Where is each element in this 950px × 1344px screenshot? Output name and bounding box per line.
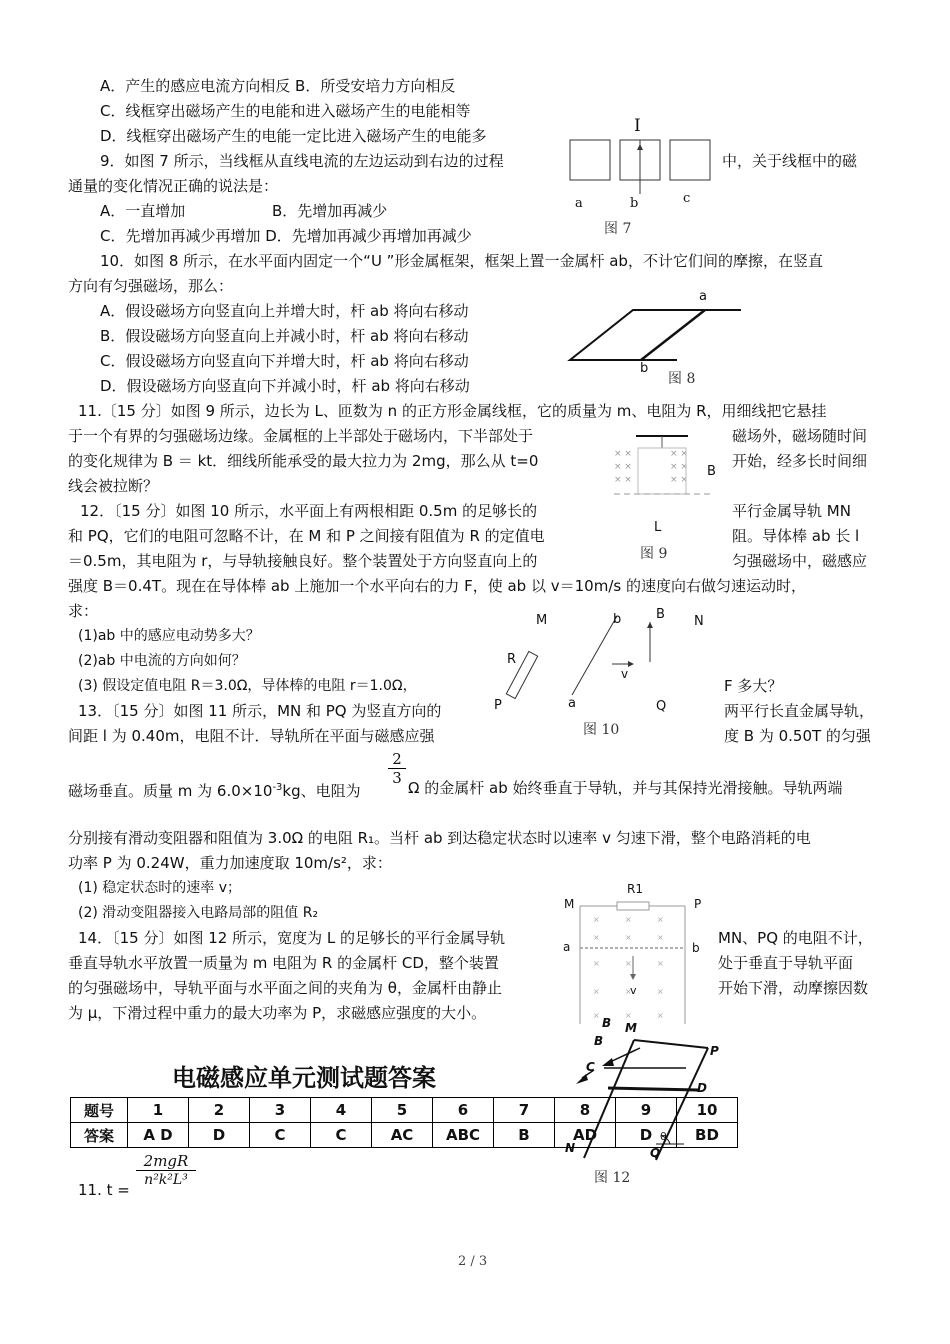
question-number-cell: 7 xyxy=(494,1098,555,1123)
question-12-text: 和 PQ，它们的电阻可忽略不计，在 M 和 P 之间接有阻值为 R 的定值电 xyxy=(68,527,545,545)
answer-section-title: 电磁感应单元测试题答案 xyxy=(172,1064,436,1092)
field-arrow-icon xyxy=(647,622,653,628)
fig9-label-B: B xyxy=(707,464,716,479)
answer-cell: C xyxy=(250,1123,311,1148)
loop-c xyxy=(670,140,710,180)
figure-8-diagram xyxy=(565,300,750,370)
answer-cell: D xyxy=(189,1123,250,1148)
svg-text:×: × xyxy=(593,959,600,968)
fig12-label-theta: θ xyxy=(660,1130,667,1143)
svg-text:×: × xyxy=(593,987,600,996)
question-number-cell: 10 xyxy=(677,1098,738,1123)
field-arrow-icon xyxy=(602,1058,614,1066)
question-number-cell: 4 xyxy=(311,1098,372,1123)
fig7-label-b: b xyxy=(630,196,639,211)
question-14-text: 14．〔15 分〕如图 12 所示，宽度为 L 的足够长的平行金属导轨 xyxy=(78,929,505,947)
fig10-label-b: b xyxy=(613,612,622,627)
sub-question: (3) 假设定值电阻 R＝3.0Ω，导体棒的电阻 r＝1.0Ω， xyxy=(78,678,417,694)
svg-text:×: × xyxy=(657,987,664,996)
figure-10-diagram xyxy=(500,600,720,710)
question-number-cell: 6 xyxy=(433,1098,494,1123)
answer-table xyxy=(70,1097,738,1148)
current-arrow-icon xyxy=(637,144,643,150)
figure-8-caption: 图 8 xyxy=(668,371,696,387)
svg-text:×: × xyxy=(657,933,664,942)
svg-text:× ×: × × xyxy=(670,462,688,472)
question-number-cell: 2 xyxy=(189,1098,250,1123)
question-13-text: 间距 l 为 0.40m，电阻不计．导轨所在平面与磁感应强 xyxy=(68,727,435,745)
fig12-label-B-top: B xyxy=(602,1016,612,1030)
answer-cell: D xyxy=(616,1123,677,1148)
conductor-rod-ab xyxy=(572,616,617,695)
question-14-text: 为 μ，下滑过程中重力的最大功率为 P，求磁感应强度的大小。 xyxy=(68,1004,487,1022)
fig7-label-a: a xyxy=(575,196,583,211)
question-13-text: 分别接有滑动变阻器和阻值为 3.0Ω 的电阻 R₁。当杆 ab 到达稳定状态时以速率 v 匀速下滑，整个电路消耗的电 xyxy=(68,829,811,847)
option-line: C．先增加再减少再增加 D．先增加再减少再增加再减少 xyxy=(100,227,472,245)
question-14-text: 的匀强磁场中，导轨平面与水平面之间的夹角为 θ，金属杆由静止 xyxy=(68,979,502,997)
question-14-text: 开始下滑，动摩擦因数 xyxy=(718,979,869,997)
sub-question: (1)ab 中的感应电动势多大？ xyxy=(78,628,260,644)
option-line: A．产生的感应电流方向相反 B．所受安培力方向相反 xyxy=(100,77,456,95)
answer-11-label: 11. t = xyxy=(78,1181,130,1199)
fig11-label-a: a xyxy=(563,940,571,954)
resistor-R1 xyxy=(617,902,649,910)
question-number-cell: 3 xyxy=(250,1098,311,1123)
question-12-text: 强度 B＝0.4T。现在在导体棒 ab 上施加一个水平向右的力 F，使 ab 以 v＝10m/s 的速度向右做匀速运动时， xyxy=(68,577,806,595)
fig7-label-c: c xyxy=(683,191,691,206)
question-13-text: 度 B 为 0.50T 的匀强 xyxy=(724,727,871,745)
option-line: C．线框穿出磁场产生的电能和进入磁场产生的电能相等 xyxy=(100,102,471,120)
question-number-cell: 1 xyxy=(128,1098,189,1123)
question-9-text: 中，关于线框中的磁 xyxy=(722,152,858,170)
question-9-text: 9．如图 7 所示，当线框从直线电流的左边运动到右边的过程 xyxy=(100,152,504,170)
question-10-text: 方向有匀强磁场，那么： xyxy=(68,277,234,295)
figure-10-caption: 图 10 xyxy=(583,722,620,738)
question-12-text: 求： xyxy=(68,602,99,620)
fig10-label-M: M xyxy=(536,613,548,628)
table-header-cell: 答案 xyxy=(71,1123,128,1148)
down-arrow-icon xyxy=(630,974,636,980)
question-11-text: 磁场外，磁场随时间 xyxy=(732,427,868,445)
question-13-text: 两平行长直金属导轨， xyxy=(724,702,875,720)
question-13-text: Ω 的金属杆 ab 始终垂直于导轨，并与其保持光滑接触。导轨两端 xyxy=(408,779,843,797)
svg-text:×: × xyxy=(657,959,664,968)
velocity-arrow-icon xyxy=(628,661,634,667)
fig9-label-L: L xyxy=(654,520,662,535)
fig8-label-b: b xyxy=(640,361,649,376)
fig11-label-b: b xyxy=(692,941,700,955)
svg-text:× ×: × × xyxy=(614,475,632,485)
option-line: A．假设磁场方向竖直向上并增大时，杆 ab 将向右移动 xyxy=(100,302,469,320)
fig10-label-v: v xyxy=(621,667,629,681)
option-line: C．假设磁场方向竖直向下并增大时，杆 ab 将向右移动 xyxy=(100,352,469,370)
table-row xyxy=(71,1123,738,1148)
answer-cell: AC xyxy=(372,1123,433,1148)
top-connector xyxy=(634,1040,708,1048)
svg-text:×: × xyxy=(657,915,664,924)
question-number-cell: 5 xyxy=(372,1098,433,1123)
question-number-cell: 9 xyxy=(616,1098,677,1123)
question-12-text: 匀强磁场中，磁感应 xyxy=(732,552,868,570)
svg-text:× ×: × × xyxy=(614,449,632,459)
question-number-cell: 8 xyxy=(555,1098,616,1123)
page-number: 2 / 3 xyxy=(458,1254,488,1269)
sub-question: (2)ab 中电流的方向如何？ xyxy=(78,653,246,669)
question-12-text: 阻。导体棒 ab 长 l xyxy=(732,527,860,545)
fig11-label-P: P xyxy=(694,897,702,911)
sub-question: F 多大？ xyxy=(724,677,783,695)
question-12-text: 12．〔15 分〕如图 10 所示，水平面上有两根相距 0.5m 的足够长的 xyxy=(80,502,538,520)
question-11-text: 线会被拉断？ xyxy=(68,477,159,495)
arrow-C-icon xyxy=(576,1074,588,1084)
sub-question: (2) 滑动变阻器接入电路局部的阻值 R₂ xyxy=(78,905,319,921)
question-11-text: 的变化规律为 B ＝ kt．细线所能承受的最大拉力为 2mg，那么从 t=0 xyxy=(68,452,539,470)
fig12-label-D: D xyxy=(697,1081,707,1095)
svg-text:×: × xyxy=(625,933,632,942)
answer-cell: C xyxy=(311,1123,372,1148)
svg-text:× ×: × × xyxy=(670,475,688,485)
question-14-text: MN、PQ 的电阻不计， xyxy=(718,929,873,947)
svg-text:×: × xyxy=(593,915,600,924)
question-11-text: 11.〔15 分〕如图 9 所示，边长为 L、匝数为 n 的正方形金属线框，它的质量为 m、电阻为 R，用细线把它悬挂 xyxy=(78,402,827,420)
question-13-text: 功率 P 为 0.24W，重力加速度取 10m/s²，求： xyxy=(68,854,392,872)
option-line: A．一直增加 xyxy=(100,202,186,220)
figure-7-diagram xyxy=(565,136,715,196)
option-line: B．先增加再减少 xyxy=(272,202,388,220)
loop-a xyxy=(570,140,610,180)
fig12-label-P: P xyxy=(710,1044,719,1058)
question-11-text: 开始，经多长时间细 xyxy=(732,452,868,470)
fig10-label-R: R xyxy=(507,652,517,667)
svg-text:×: × xyxy=(625,915,632,924)
svg-text:×: × xyxy=(625,959,632,968)
question-12-text: ＝0.5m，其电阻为 r，与导轨接触良好。整个装置处于方向竖直向上的 xyxy=(68,552,538,570)
fig12-label-B: B xyxy=(594,1034,604,1048)
fig12-label-N: N xyxy=(565,1141,576,1155)
question-9-text: 通量的变化情况正确的说法是： xyxy=(68,177,279,195)
figure-11-diagram xyxy=(575,896,695,1026)
option-line: D．假设磁场方向竖直向下并减小时，杆 ab 将向右移动 xyxy=(100,377,470,395)
fig10-label-a: a xyxy=(568,696,576,711)
table-header-cell: 题号 xyxy=(71,1098,128,1123)
question-12-text: 平行金属导轨 MN xyxy=(732,502,851,520)
svg-text:× ×: × × xyxy=(670,449,688,459)
answer-11-fraction: 2mgR n²k²L³ xyxy=(136,1152,196,1189)
answer-cell: ABC xyxy=(433,1123,494,1148)
fig11-label-v: v xyxy=(630,984,637,997)
fig12-label-C: C xyxy=(586,1060,595,1074)
figure-9-caption: 图 9 xyxy=(640,546,668,562)
question-14-text: 处于垂直于导轨平面 xyxy=(718,954,854,972)
question-14-text: 垂直导轨水平放置一质量为 m 电阻为 R 的金属杆 CD，整个装置 xyxy=(68,954,499,972)
fraction-two-thirds: $\frac{2}{3}$ xyxy=(388,750,406,787)
svg-text:×: × xyxy=(625,987,632,996)
svg-text:×: × xyxy=(657,1011,664,1020)
fig10-label-B: B xyxy=(656,607,665,622)
figure-12-caption: 图 12 xyxy=(594,1170,631,1186)
question-13-text: 磁场垂直。质量 m 为 $6.0\times 10^{-3}kg$、电阻为 xyxy=(68,782,361,800)
fig8-label-a: a xyxy=(699,289,707,304)
question-10-text: 10．如图 8 所示，在水平面内固定一个“U ”形金属框架，框架上置一金属杆 ab，不计它们间的摩擦，在竖直 xyxy=(100,252,823,270)
current-label: I xyxy=(634,116,641,136)
question-13-text: 13．〔15 分〕如图 11 所示，MN 和 PQ 为竖直方向的 xyxy=(78,702,442,720)
question-11-text: 于一个有界的匀强磁场边缘。金属框的上半部处于磁场内，下半部处于 xyxy=(68,427,534,445)
answer-cell: B xyxy=(494,1123,555,1148)
sub-question: (1) 稳定状态时的速率 v； xyxy=(78,880,242,896)
fig12-label-Q: Q xyxy=(650,1146,661,1160)
answer-cell: BD xyxy=(677,1123,738,1148)
svg-text:×: × xyxy=(593,933,600,942)
fig12-label-M: M xyxy=(625,1021,637,1035)
figure-9-diagram xyxy=(608,428,718,508)
fig10-label-P: P xyxy=(494,698,502,713)
rod-CD xyxy=(608,1088,698,1090)
figure-7-caption: 图 7 xyxy=(604,221,632,237)
fig11-label-M: M xyxy=(564,897,575,911)
option-line: D．线框穿出磁场产生的电能一定比进入磁场产生的电能多 xyxy=(100,127,487,145)
option-line: B．假设磁场方向竖直向上并减小时，杆 ab 将向右移动 xyxy=(100,327,469,345)
svg-text:×: × xyxy=(625,1011,632,1020)
metal-rod-ab xyxy=(641,310,705,360)
table-row xyxy=(71,1098,738,1123)
fig10-label-N: N xyxy=(694,614,704,629)
answer-cell: AD xyxy=(555,1123,616,1148)
svg-text:× ×: × × xyxy=(614,462,632,472)
svg-text:×: × xyxy=(593,1011,600,1020)
fig11-label-R1: R1 xyxy=(627,882,643,896)
u-frame xyxy=(570,310,741,360)
answer-cell: A D xyxy=(128,1123,189,1148)
fig10-label-Q: Q xyxy=(656,699,667,714)
